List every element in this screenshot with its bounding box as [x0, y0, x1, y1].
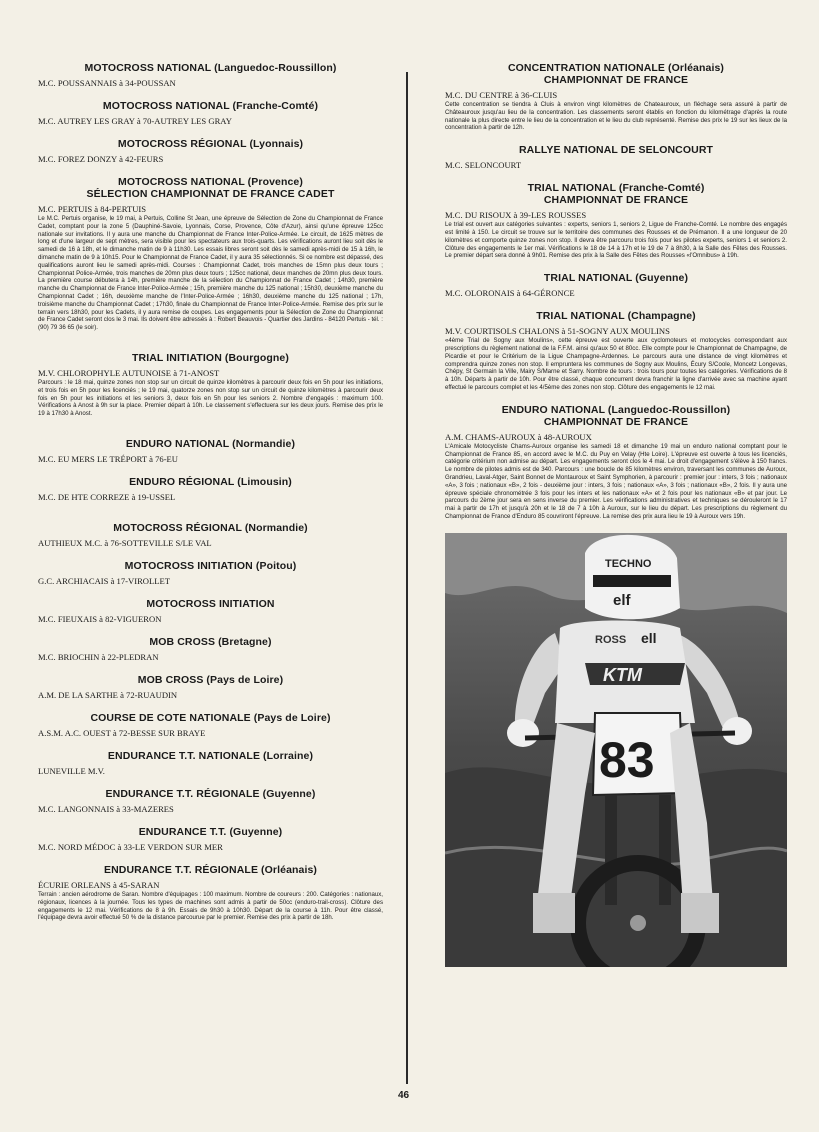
event-subtitle: SÉLECTION CHAMPIONNAT DE FRANCE CADET: [86, 188, 335, 200]
event-entry: [38, 826, 383, 852]
event-title-text: MOB CROSS (Bretagne): [149, 635, 272, 648]
event-club: LUNEVILLE M.V.: [38, 765, 105, 776]
event-description: Le M.C. Pertuis organise, le 19 mai, à Pertuis, Colline St Jean, une épreuve de Sélection de Zone du Championnat de France Cadet, comptant pour la zone 5 (Dauphiné-Savoie, Lyonnais, Corse, Provence, Côte d'Azur), ainsi qu'une épreuve 125cc nationale sur invitations. Il y aura une manche du Championnat de France Inter-Police-Armée. Le circuit, de 1625 mètres de long et d'une largeur de sept mètres, sera visible pour les spectateurs aux trois-quarts. Les vérifications auront lieu soit dès le samedi de 16 à 18h, et le dimanche matin de 9 à 11h30. Les essais libres seront soit dès le samedi après-midi de 15 à 16h, le dimanche matin de 9 à 10h15. Pour le Championnat de France Cadet, il y aura 35 sélectionnés. Si ce nombre est dépassé, des qualifications auront lieu le samedi après-midi. Courses : Championnat Cadet, trois manches de 15mn plus deux tours ; Championnat Police-Armée, trois manches de 20mn plus deux tours ; 125cc national, deux manches de 20mn plus deux tours. La première course débutera à 14h, première manche de la sélection du Championnat de France Cadet ; 14h30, première manche du Championnat de France Inter-Police-Armée ; 15h, première manche du 125 national ; 15h30, deuxième manche du Championnat Cadet ; 16h, deuxième manche de l'Inter-Police-Armée ; 16h30, deuxième manche du 125 national ; 17h, troisième manche du Championnat Cadet ; 17h30, finale du Championnat de France Inter-Police-Armée. Remise des prix sur le terrain vers 18h30, pour les Cadets, il y aura remise de coupes. Les engagements pour la Sélection de Zone du Championnat de France Cadet seront clos le 3 mai. Ils doivent être adressés à : Robert Beauvois - Quartier des Jardins - 84120 Pertuis - tél. : (90) 79 36 65 (le soir).: [38, 215, 383, 332]
event-entry: [445, 272, 787, 298]
helmet-elf-text: elf: [613, 591, 631, 609]
event-title: [445, 182, 787, 206]
event-subtitle: CHAMPIONNAT DE FRANCE: [543, 74, 689, 86]
event-club: M.C. EU MERS LE TRÉPORT à 76-EU: [38, 453, 179, 464]
jersey-sponsor-text: ROSS: [595, 633, 627, 646]
event-title: [38, 826, 383, 838]
event-title: [38, 438, 383, 450]
event-subtitle: CHAMPIONNAT DE FRANCE: [543, 415, 689, 428]
event-title-text: ENDURO NATIONAL (Normandie): [125, 437, 296, 450]
event-title: [38, 788, 383, 800]
event-club: M.V. COURTISOLS CHALONS à 51-SOGNY AUX MOULINS: [445, 326, 670, 337]
jersey-ktm-text: KTM: [603, 664, 642, 685]
event-title: [445, 310, 787, 322]
event-title-text: MOB CROSS (Pays de Loire): [137, 673, 284, 686]
event-entry: [38, 476, 383, 502]
event-club: M.C. PERTUIS à 84-PERTUIS: [38, 204, 147, 214]
event-entry: [38, 522, 383, 548]
event-subtitle: CHAMPIONNAT DE FRANCE: [543, 194, 689, 207]
event-title-text: TRIAL NATIONAL (Franche-Comté): [527, 182, 705, 195]
event-club: M.C. LANGONNAIS à 33-MAZERES: [38, 803, 174, 814]
event-description: Terrain : ancien aérodrome de Saran. Nombre d'équipages : 100 maximum. Nombre de coureurs : 200. Catégories : nationaux, régionaux, licences à la journée. Tous les types de machines sont admis à partir de 50cc (enduro-trail-cross). Clôture des engagements le 12 mai. Vérifications de 8 à 9h. Essais de 9h30 à 10h30. Départ de la course à 11h. Pour être classé, l'équipage devra avoir effectué 50 % de la distance parcourue par le premier. Remise des prix à partir de 18h.: [38, 890, 383, 922]
event-entry: [445, 182, 787, 260]
event-entry: [38, 598, 383, 624]
event-title: [38, 352, 383, 364]
event-club: M.C. DU RISOUX à 39-LES ROUSSES: [445, 210, 587, 221]
event-title-text: TRIAL NATIONAL (Champagne): [536, 310, 696, 323]
event-title-text: MOTOCROSS NATIONAL (Languedoc-Roussillon): [84, 62, 337, 74]
column-divider: [406, 72, 408, 1084]
event-title: [38, 176, 383, 200]
event-title: [38, 598, 383, 610]
event-entry: [445, 310, 787, 392]
event-title-text: RALLYE NATIONAL DE SELONCOURT: [518, 144, 714, 157]
event-entry: [445, 144, 787, 170]
left-column: [38, 62, 383, 934]
event-title: [38, 636, 383, 648]
event-entry: [38, 100, 383, 126]
motocross-rider-photo: [445, 533, 787, 967]
event-club: M.C. AUTREY LES GRAY à 70-AUTREY LES GRAY: [38, 116, 232, 126]
event-entry: [38, 560, 383, 586]
event-title-text: MOTOCROSS INITIATION: [146, 597, 275, 610]
event-title-text: TRIAL NATIONAL (Guyenne): [543, 272, 689, 285]
event-club: A.M. DE LA SARTHE à 72-RUAUDIN: [38, 689, 178, 700]
event-club: M.C. DU CENTRE à 36-CLUIS: [445, 90, 558, 100]
event-title: [38, 864, 383, 876]
event-title: [445, 404, 787, 428]
event-title-text: ENDURANCE T.T. RÉGIONALE (Guyenne): [105, 787, 316, 800]
event-title-text: CONCENTRATION NATIONALE (Orléanais): [507, 62, 725, 74]
event-entry: [445, 404, 787, 521]
event-club: AUTHIEUX M.C. à 76-SOTTEVILLE S/LE VAL: [38, 537, 212, 548]
event-club: A.S.M. A.C. OUEST à 72-BESSE SUR BRAYE: [38, 727, 206, 738]
event-title: [445, 272, 787, 284]
event-club: A.M. CHAMS-AUROUX à 48-AUROUX: [445, 431, 592, 442]
event-entry: [38, 636, 383, 662]
event-entry: [38, 176, 383, 332]
right-column: [445, 62, 787, 967]
event-title: [38, 476, 383, 488]
event-title-text: MOTOCROSS RÉGIONAL (Lyonnais): [117, 138, 304, 150]
event-title-text: MOTOCROSS INITIATION (Poitou): [124, 559, 297, 572]
event-title: [38, 712, 383, 724]
event-title: [38, 674, 383, 686]
event-club: M.C. FIEUXAIS à 82-VIGUERON: [38, 613, 162, 624]
event-title-text: MOTOCROSS RÉGIONAL (Normandie): [113, 521, 308, 534]
page-number: 46: [398, 1090, 410, 1101]
right-events: [445, 62, 787, 521]
event-entry: [38, 712, 383, 738]
event-entry: [38, 138, 383, 164]
event-title-text: ENDURO RÉGIONAL (Limousin): [129, 475, 292, 488]
event-club: M.C. DE HTE CORREZE à 19-USSEL: [38, 491, 176, 502]
event-club: M.C. SELONCOURT: [445, 160, 522, 171]
helmet-sponsor-text: TECHNO: [605, 557, 652, 570]
event-title: [38, 522, 383, 534]
event-club: M.C. BRIOCHIN à 22-PLEDRAN: [38, 651, 159, 662]
event-description: Cette concentration se tiendra à Cluis à environ vingt kilomètres de Chateauroux, un fléchage sera assuré à partir de Châteauroux jusqu'au lieu de la concentration. Les classements seront établis en fonction du kilométrage d'après la route nationale la plus directe entre le lieu de la concentration et le lieu du club représenté. Remise des prix le 19 sur les lieux de la concentration à partir de 12h.: [445, 101, 787, 132]
event-entry: [38, 788, 383, 814]
event-title-text: ENDURANCE T.T. (Guyenne): [138, 825, 283, 838]
event-entry: [38, 750, 383, 776]
event-club: M.C. POUSSANNAIS à 34-POUSSAN: [38, 78, 176, 88]
event-title-text: ENDURANCE T.T. RÉGIONALE (Orléanais): [103, 863, 318, 876]
event-title-text: COURSE DE COTE NATIONALE (Pays de Loire): [90, 711, 331, 724]
event-title-text: MOTOCROSS NATIONAL (Provence): [118, 176, 303, 188]
event-entry: [38, 864, 383, 922]
event-club: G.C. ARCHIACAIS à 17-VIROLLET: [38, 575, 171, 586]
event-title-text: MOTOCROSS NATIONAL (Franche-Comté): [102, 100, 319, 112]
event-title: [445, 62, 787, 86]
event-club: M.C. FOREZ DONZY à 42-FEURS: [38, 154, 164, 164]
event-entry: [38, 674, 383, 700]
event-description: Le trial est ouvert aux catégories suivantes : experts, seniors 1, seniors 2, Ligue de Franche-Comté. Le nombre des engagés est limité à 150. Le circuit se trouve sur le territoire des communes des Rousses et de Prémanon. Il a une longueur de 20 kilomètres et comporte quinze zones non stop. Il devra être parcouru trois fois pour les pilotes experts, seniors 1 et seniors 2. Clôture des engagements le 1er mai. Vérifications le 18 de 14 à 17h et le 19 de 7 à 8h30, à la Salle des Fêtes des Rousses. Le premier départ sera donné à 9h01. Remise des prix à la Salle des Fêtes des Rousses «l'Omnibus» à 19h.: [445, 221, 787, 260]
event-title: [38, 100, 383, 112]
event-title: [38, 750, 383, 762]
event-title-text: ENDURO NATIONAL (Languedoc-Roussillon): [501, 403, 731, 416]
plate-number: 83: [599, 731, 655, 788]
event-title: [445, 144, 787, 156]
event-entry: [445, 62, 787, 132]
event-entry: [38, 352, 383, 418]
event-title: [38, 560, 383, 572]
event-club: M.V. CHLOROPHYLE AUTUNOISE à 71-ANOST: [38, 367, 220, 378]
event-entry: [38, 438, 383, 464]
jersey-elf-text: ell: [641, 629, 657, 646]
event-club: ÉCURIE ORLEANS à 45-SARAN: [38, 879, 160, 890]
event-title-text: ENDURANCE T.T. NATIONALE (Lorraine): [107, 749, 314, 762]
event-description: Parcours : le 18 mai, quinze zones non stop sur un circuit de quinze kilomètres à parcourir deux fois en 5h pour les initiations, et trois fois en 5h pour les licenciés ; le 19 mai, quatorze zones non stop sur un circuit de quinze kilomètres à parcourir deux fois en 5h pour les initiations et les seniors 3, deux fois en 5h pour les seniors 2. Nombre d'engagés : maximum 100. Vérifications à Anost à 9h sur la place. Premier départ à 10h. Le classement s'effectuera sur les deux jours. Remise des prix le 19 à 17h30 à Anost.: [38, 378, 383, 418]
event-description: L'Amicale Motocycliste Chams-Auroux organise les samedi 18 et dimanche 19 mai un enduro national comptant pour le Championnat de France 85, en accord avec le M.C. du Puy en Velay (Hte Loire). L'épreuve est ouverte à tous les licenciés, catégorie critérium non admise au départ. Les engagements seront clos le 4 mai. Le droit d'engagement s'élève à 150 francs. Le nombre de pilotes admis est de 340. Parcours : une boucle de 85 kilomètres environ, traversant les communes de Auroux, Grandrieu, Laval-Atger, Saint Bonnet de Montauroux et Saint Symphorien, à parcourir : premier jour : inters, 3 fois ; nationaux «A», 3 fois ; nationaux «B», 2 fois - deuxième jour : inters, 3 fois ; nationaux «A», 3 fois ; nationaux «B», 2 fois. Il y aura une épreuve spéciale chronométrée 3 fois pour les inters et les nationaux «A» et 2 fois pour les nationaux «B» et par jour. Le parcours du 2ème jour sera en sens inverse du premier. Les vérifications administratives et techniques se dérouleront le 17 mai à partir de 17h et jusqu'à 20h et le 18 de 7 à 10h à Auroux, sur le lieu du départ. Les prescriptions du règlement du Championnat de France d'Enduro 85 couvriront l'épreuve. La remise des prix aura lieu le 19 à Auroux vers 19h.: [445, 442, 787, 520]
event-title-text: TRIAL INITIATION (Bourgogne): [132, 351, 289, 364]
event-entry: [38, 62, 383, 88]
event-club: M.C. NORD MÉDOC à 33-LE VERDON SUR MER: [38, 841, 223, 852]
event-club: M.C. OLORONAIS à 64-GÉRONCE: [445, 288, 575, 299]
event-description: «4ème Trial de Sogny aux Moulins», cette épreuve est ouverte aux cyclomoteurs et motocycles correspondant aux prescriptions du règlement national de la F.F.M. ainsi qu'aux 50 et 80cc. Elle compte pour le Championnat de Champagne, de Picardie et pour le Critérium de la Ligue Champagne-Ardennes. Le parcours aura une distance de vingt kilomètres et comprendra quinze zones non stop. Il empruntera les communes de Sogny aux Moulins, Écury S/Coole, Moncetz Longevas, Chépy, St Germain la Ville, Mairy S/Marne et Sarry. Nombre de tours : trois tours pour toutes les catégories. Vérifications de 8 à 10h. Départs à partir de 10h. Pour être classé, chaque concurrent devra franchir la ligne d'arrivée avec sa machine ayant effectué le parcours complet et les 4/5ème des zones non stop. Clôture des engagements le 12 mai.: [445, 337, 787, 391]
event-title: [38, 62, 383, 74]
event-title: [38, 138, 383, 150]
